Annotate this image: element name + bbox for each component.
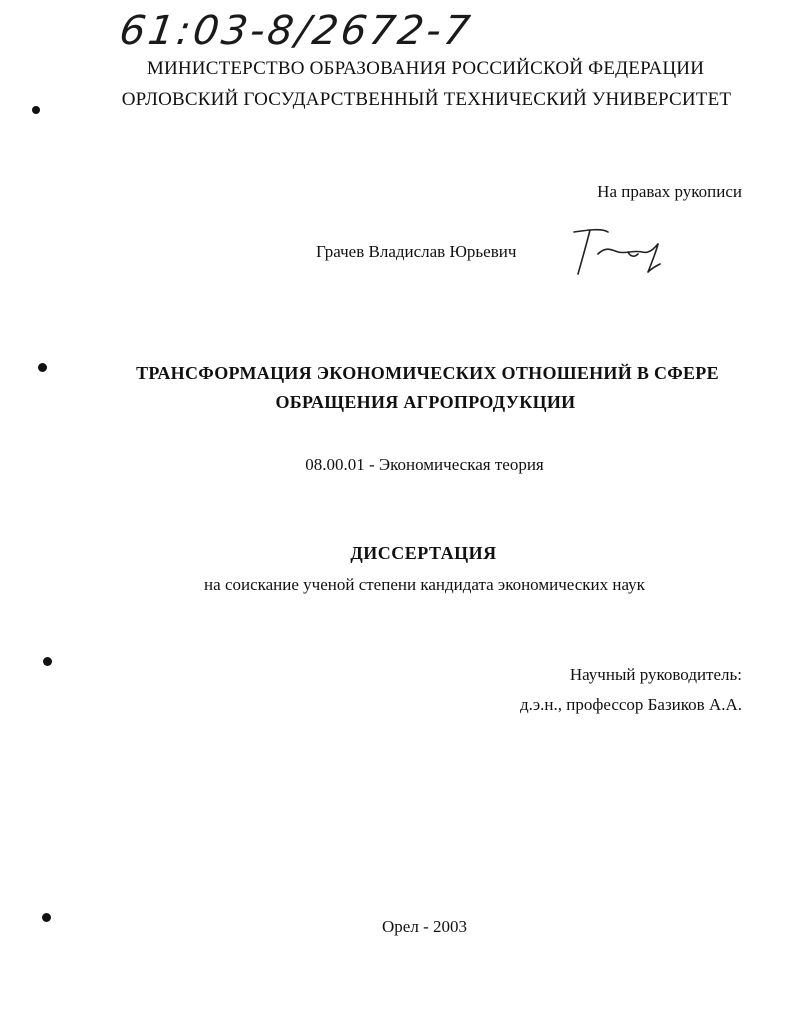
- archive-code-handwritten: 61:03-8/2672-7: [116, 8, 476, 54]
- title-line-1: ТРАНСФОРМАЦИЯ ЭКОНОМИЧЕСКИХ ОТНОШЕНИЙ В СФЕРЕ: [136, 363, 719, 383]
- advisor-label: Научный руководитель:: [569, 665, 742, 684]
- degree-line: на соискание ученой степени кандидата экономических наук: [204, 575, 645, 594]
- ministry-heading: МИНИСТЕРСТВО ОБРАЗОВАНИЯ РОССИЙСКОЙ ФЕДЕРАЦИИ: [146, 58, 705, 79]
- author-signature: [568, 222, 678, 282]
- author-name: Грачев Владислав Юрьевич: [316, 242, 517, 261]
- punch-hole-mark: [43, 657, 52, 666]
- document-type: ДИССЕРТАЦИЯ: [350, 543, 497, 563]
- advisor-name: д.э.н., профессор Базиков А.А.: [519, 695, 742, 714]
- city-year: Орел - 2003: [382, 917, 467, 936]
- title-line-2: ОБРАЩЕНИЯ АГРОПРОДУКЦИИ: [275, 392, 576, 412]
- university-heading: ОРЛОВСКИЙ ГОСУДАРСТВЕННЫЙ ТЕХНИЧЕСКИЙ УНИВЕРСИТЕТ: [121, 89, 732, 110]
- punch-hole-mark: [32, 106, 40, 114]
- rights-note: На правах рукописи: [597, 182, 742, 201]
- specialty-code: 08.00.01 - Экономическая теория: [305, 455, 544, 474]
